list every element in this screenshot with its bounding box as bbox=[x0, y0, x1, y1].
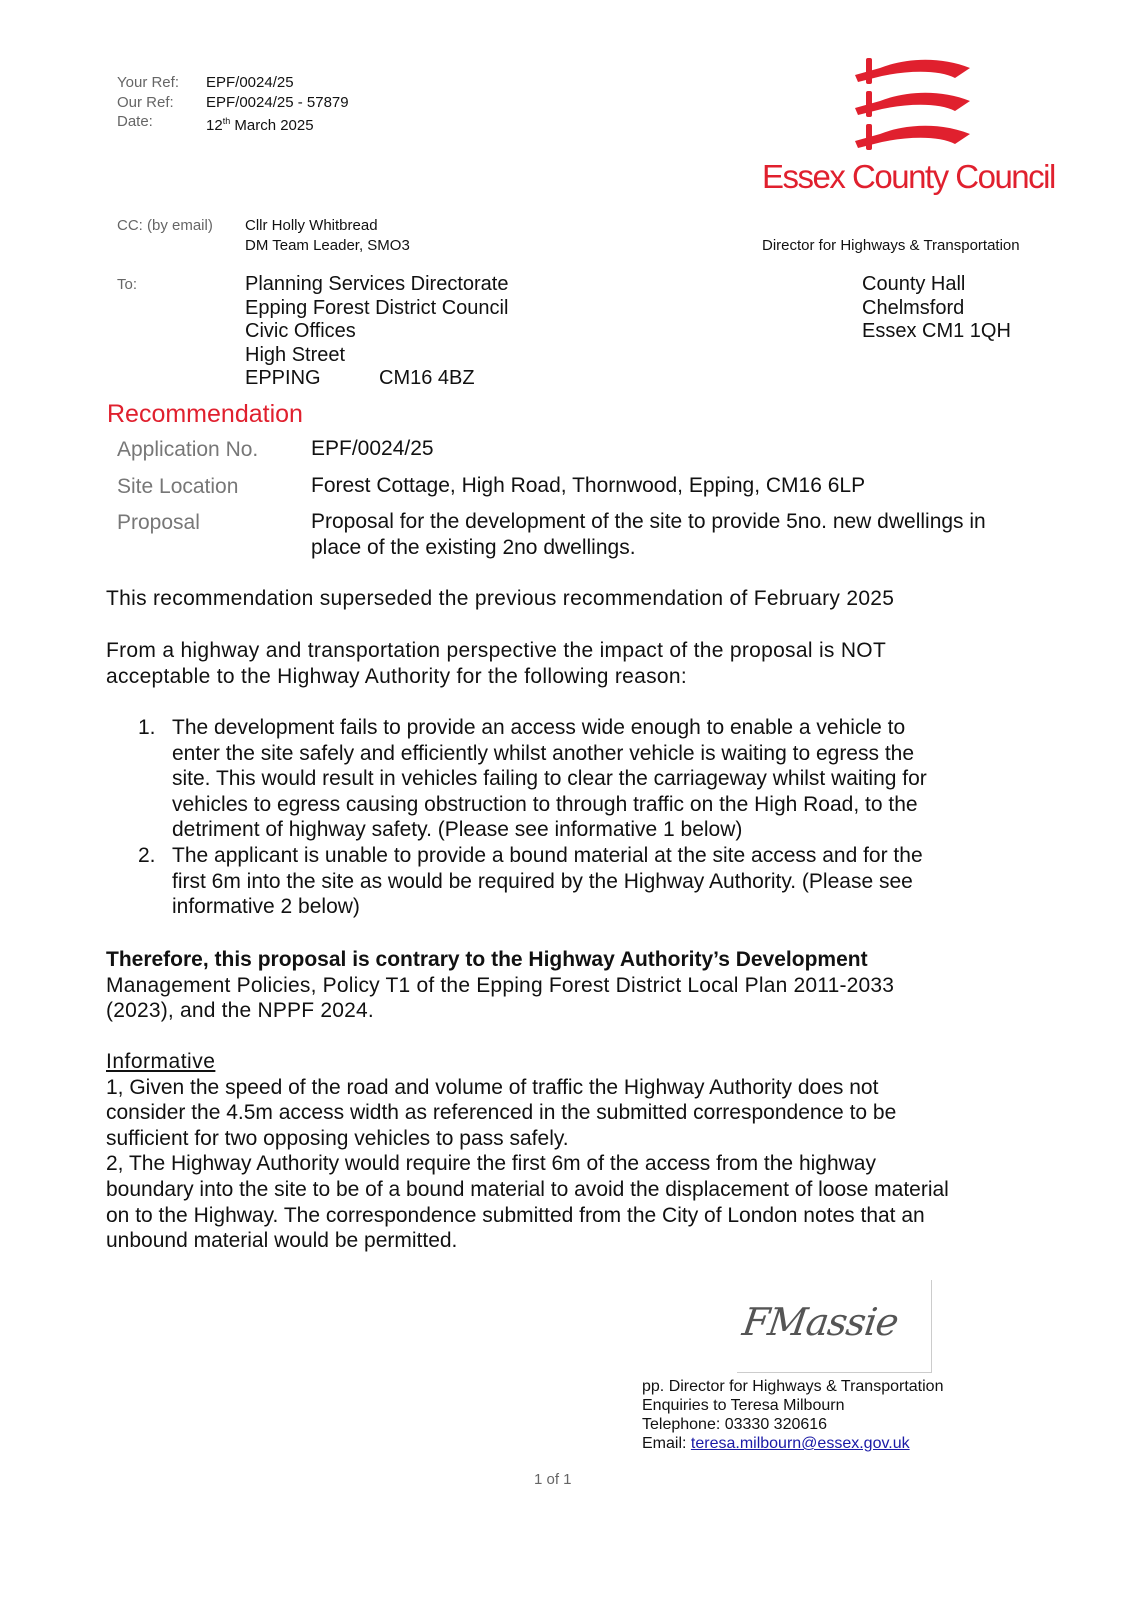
address-line: Chelmsford bbox=[862, 296, 965, 319]
handwritten-signature: FMassie bbox=[739, 1300, 901, 1344]
essex-seaxes-logo-icon bbox=[850, 50, 975, 155]
informative-line: 2, The Highway Authority would require the first 6m of the access from the highway bbox=[106, 1152, 876, 1176]
reason-line: The development fails to provide an access wide enough to enable a vehicle to bbox=[172, 716, 906, 739]
reason-line: detriment of highway safety. (Please see informative 1 below) bbox=[172, 818, 743, 842]
address-line: County Hall bbox=[862, 273, 966, 295]
informative-line: consider the 4.5m access width as referenced in the submitted correspondence to be bbox=[106, 1101, 897, 1125]
cc-line: Cllr Holly Whitbread bbox=[245, 217, 378, 234]
reason-item bbox=[106, 843, 927, 920]
date-rest: March 2025 bbox=[230, 117, 314, 134]
your-ref: EPF/0024/25 bbox=[206, 74, 294, 91]
reason-item bbox=[106, 715, 927, 843]
address-town: EPPING bbox=[245, 367, 321, 389]
address-line: Essex CM1 1QH bbox=[862, 320, 1011, 342]
reasons-list bbox=[106, 715, 927, 920]
address-line: Civic Offices bbox=[245, 320, 356, 342]
recipient-address bbox=[245, 273, 508, 391]
reason-line: enter the site safely and efficiently whilst another vehicle is waiting to egress the bbox=[172, 741, 915, 765]
conclusion-bold-line: Therefore, this proposal is contrary to the Highway Authority’s Development bbox=[106, 948, 868, 971]
signature-image bbox=[737, 1280, 932, 1373]
informative-line: on to the Highway. The correspondence submitted from the City of London notes that an bbox=[106, 1203, 925, 1227]
supersede-note: This recommendation superseded the previous recommendation of February 2025 bbox=[106, 587, 895, 610]
reason-line: first 6m into the site as would be required by the Highway Authority. (Please see bbox=[172, 869, 913, 893]
ref-values bbox=[206, 73, 349, 136]
date-suffix: th bbox=[222, 116, 231, 126]
reason-number: 2. bbox=[138, 843, 156, 867]
signature-block bbox=[642, 1377, 943, 1453]
telephone: Telephone: 03330 320616 bbox=[642, 1416, 828, 1433]
conclusion-line: (2023), and the NPPF 2024. bbox=[106, 999, 374, 1023]
reason-line: vehicles to egress causing obstruction to through traffic on the High Road, to the bbox=[172, 792, 918, 816]
address-line: Epping Forest District Council bbox=[245, 296, 509, 319]
cc-label: CC: (by email) bbox=[117, 217, 213, 234]
site-location-value: Forest Cottage, High Road, Thornwood, Epping, CM16 6LP bbox=[311, 474, 866, 497]
address-postcode: CM16 4BZ bbox=[379, 367, 475, 389]
reason-line: The applicant is unable to provide a bound material at the site access and for the bbox=[172, 843, 923, 867]
informative-line: sufficient for two opposing vehicles to pass safely. bbox=[106, 1126, 569, 1150]
sender-address bbox=[862, 273, 1011, 344]
enquiries-contact: Enquiries to Teresa Milbourn bbox=[642, 1397, 845, 1414]
intro-line: From a highway and transportation perspective the impact of the proposal is NOT bbox=[106, 639, 887, 662]
our-ref: EPF/0024/25 - 57879 bbox=[206, 93, 349, 111]
informative-line: 1, Given the speed of the road and volume of traffic the Highway Authority does not bbox=[106, 1075, 879, 1099]
date-label: Date: bbox=[117, 113, 153, 130]
intro-line: acceptable to the Highway Authority for the following reason: bbox=[106, 664, 687, 688]
informative-line: boundary into the site to be of a bound material to avoid the displacement of loose material bbox=[106, 1177, 949, 1201]
informative-line: unbound material would be permitted. bbox=[106, 1229, 458, 1253]
proposal-line: place of the existing 2no dwellings. bbox=[311, 535, 636, 559]
application-no-value: EPF/0024/25 bbox=[311, 437, 434, 460]
page-number: 1 of 1 bbox=[534, 1471, 572, 1488]
to-label: To: bbox=[117, 276, 138, 293]
date-day: 12 bbox=[206, 117, 223, 134]
your-ref-label: Your Ref: bbox=[117, 74, 179, 91]
email-link[interactable]: teresa.milbourn@essex.gov.uk bbox=[690, 1435, 910, 1452]
date bbox=[206, 112, 349, 136]
site-location-label: Site Location bbox=[117, 475, 239, 498]
reason-line: informative 2 below) bbox=[172, 895, 360, 919]
proposal-label: Proposal bbox=[117, 511, 200, 534]
address-line: Planning Services Directorate bbox=[245, 273, 509, 295]
proposal-value bbox=[311, 509, 986, 560]
recommendation-heading: Recommendation bbox=[107, 400, 303, 428]
informative-section bbox=[106, 1049, 949, 1254]
cc-recipients bbox=[245, 216, 410, 255]
informative-heading: Informative bbox=[106, 1050, 216, 1073]
sender-title: Director for Highways & Transportation bbox=[762, 237, 1020, 254]
conclusion-line: Management Policies, Policy T1 of the Epping Forest District Local Plan 2011-2033 bbox=[106, 973, 895, 997]
proposal-line: Proposal for the development of the site to provide 5no. new dwellings in bbox=[311, 510, 986, 533]
conclusion-paragraph bbox=[106, 947, 894, 1024]
address-line: High Street bbox=[245, 343, 346, 366]
reason-number: 1. bbox=[138, 716, 156, 739]
our-ref-label: Our Ref: bbox=[117, 93, 174, 111]
reason-line: site. This would result in vehicles failing to clear the carriageway whilst waiting for bbox=[172, 767, 927, 791]
cc-line: DM Team Leader, SMO3 bbox=[245, 236, 410, 254]
ref-labels bbox=[117, 73, 179, 132]
logo-text: Essex County Council bbox=[762, 158, 1055, 195]
application-no-label: Application No. bbox=[117, 438, 259, 461]
email-label: Email: bbox=[642, 1435, 691, 1452]
signatory-title: pp. Director for Highways & Transportation bbox=[642, 1378, 944, 1395]
intro-paragraph bbox=[106, 638, 886, 689]
